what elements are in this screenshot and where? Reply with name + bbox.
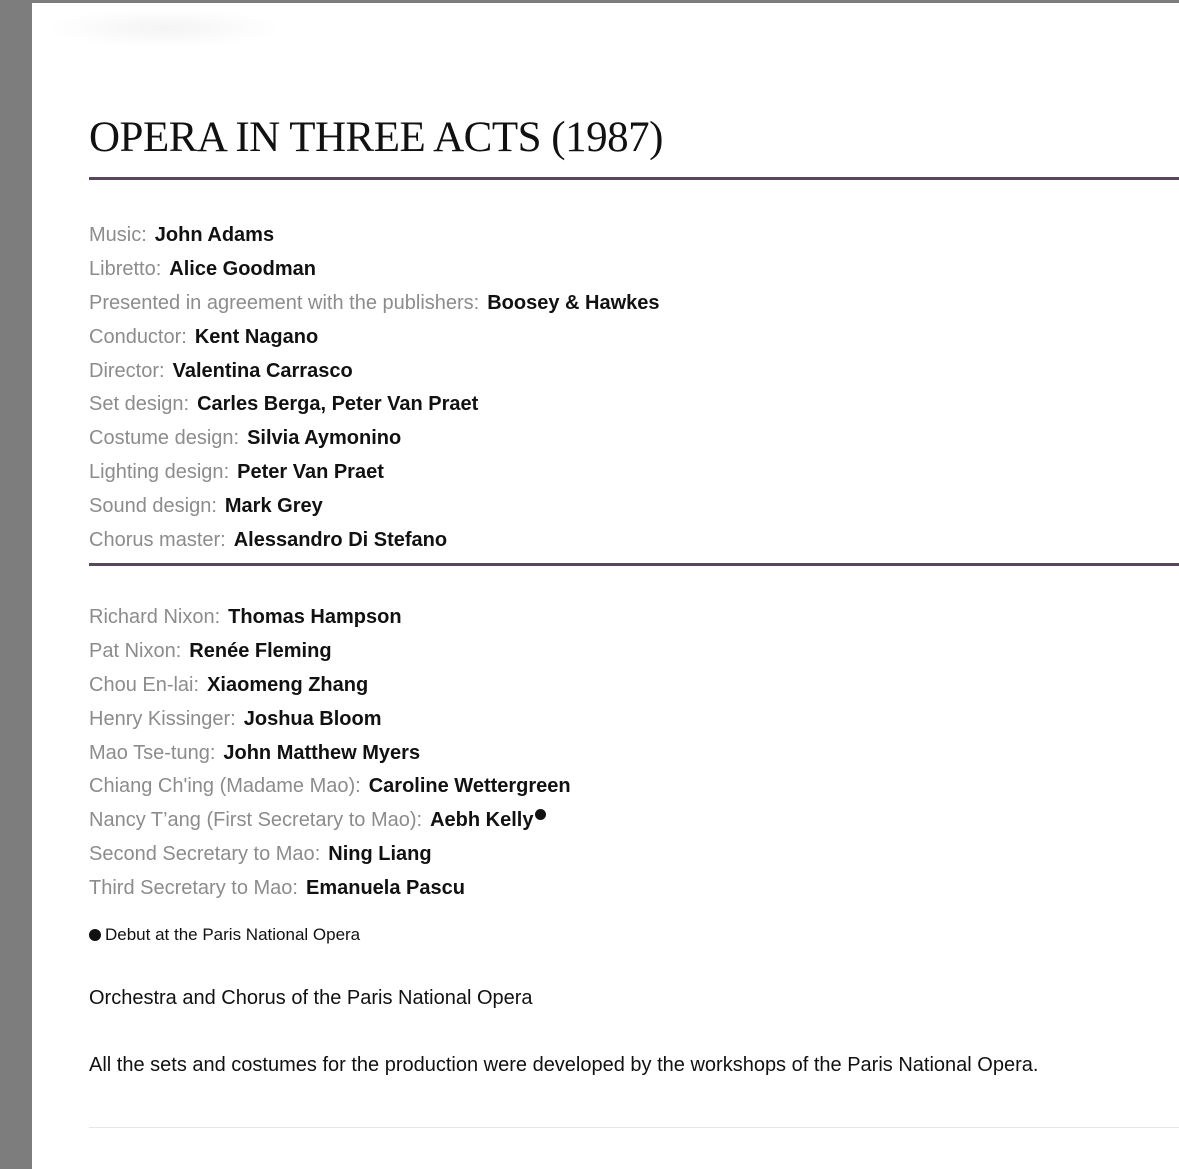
faded-header: [44, 8, 284, 48]
credit-row: [89, 457, 660, 491]
credit-row: [89, 288, 660, 322]
credit-label: Chorus master: [89, 529, 221, 552]
label-colon: :: [211, 495, 217, 518]
role-label: Richard Nixon: [89, 606, 215, 628]
role-label: Chou En-lai: [89, 673, 194, 696]
performer-name: John Matthew Myers: [223, 741, 421, 764]
credit-row: [89, 254, 660, 288]
debut-dot-icon: [535, 809, 546, 820]
cast-row: [89, 738, 571, 772]
section-divider: [89, 177, 1179, 180]
label-colon: :: [183, 393, 190, 416]
orchestra-note: Orchestra and Chorus of the Paris National Opera: [89, 987, 533, 1009]
credit-value: Valentina Carrasco: [172, 359, 353, 382]
label-colon: :: [233, 427, 240, 450]
credit-label: Conductor: [89, 325, 182, 348]
credit-label: Sound design: [89, 495, 212, 518]
credit-label: Lighting design: [89, 461, 224, 484]
performer-name: Joshua Bloom: [243, 707, 382, 730]
credit-row: [89, 491, 660, 525]
cast-row: [89, 805, 571, 839]
credit-row: [89, 356, 660, 390]
performer-name: Caroline Wettergreen: [368, 775, 571, 798]
debut-legend: [89, 924, 360, 946]
label-colon: :: [314, 843, 321, 866]
cast-row: [89, 636, 571, 670]
credit-value: Silvia Aymonino: [247, 427, 402, 450]
role-label: Second Secretary to Mao: [89, 843, 315, 866]
label-colon: :: [220, 529, 226, 552]
credit-value: Peter Van Praet: [237, 461, 384, 484]
credit-label: Set design: [89, 393, 184, 416]
credit-value: Boosey & Hawkes: [487, 291, 660, 314]
credit-label: Libretto: [89, 257, 156, 280]
credit-value: Mark Grey: [224, 495, 323, 518]
credit-value: Kent Nagano: [194, 325, 319, 348]
label-colon: :: [223, 461, 230, 484]
section-divider: [89, 563, 1179, 566]
cast-row: [89, 839, 571, 873]
label-colon: :: [209, 741, 216, 764]
credit-row: [89, 423, 660, 457]
label-colon: :: [159, 359, 165, 382]
credit-label: Presented in agreement with the publishers: [89, 291, 474, 314]
role-label: Henry Kissinger: [89, 707, 231, 730]
role-label: Mao Tse-tung: [89, 741, 210, 764]
credit-value: Alessandro Di Stefano: [233, 529, 448, 552]
label-colon: :: [355, 775, 361, 798]
cast-row: [89, 771, 571, 805]
credit-label: Director: [89, 359, 160, 382]
credit-row: [89, 389, 660, 423]
role-label: Third Secretary to Mao: [89, 877, 293, 900]
credit-row: [89, 525, 660, 559]
label-colon: :: [175, 639, 182, 662]
performer-name: Aebh Kelly: [430, 809, 534, 832]
label-colon: :: [193, 673, 200, 696]
cast-row: [89, 704, 571, 738]
label-colon: :: [416, 809, 423, 832]
role-label: Chiang Ch'ing (Madame Mao): [89, 775, 356, 798]
credit-row: [89, 322, 660, 356]
credit-label: Costume design: [89, 427, 234, 450]
performer-name: Xiaomeng Zhang: [207, 673, 369, 696]
cast-row: [89, 602, 571, 636]
label-colon: :: [155, 257, 162, 280]
performer-name: Thomas Hampson: [228, 606, 402, 628]
cast-row: [89, 873, 571, 907]
sidebar: [0, 0, 32, 1169]
credit-label: Music: [89, 224, 142, 246]
role-label: Pat Nixon: [89, 639, 176, 662]
label-colon: :: [141, 224, 147, 246]
credit-row: [89, 220, 660, 254]
page-title: OPERA IN THREE ACTS (1987): [89, 114, 663, 161]
footer-divider: [89, 1127, 1179, 1128]
performer-name: Renée Fleming: [189, 639, 332, 662]
cast-row: [89, 670, 571, 704]
credit-value: Carles Berga, Peter Van Praet: [197, 393, 479, 416]
role-label: Nancy T’ang (First Secretary to Mao): [89, 809, 417, 832]
performer-name: Ning Liang: [328, 843, 432, 866]
legend-text: Debut at the Paris National Opera: [105, 925, 361, 944]
credits-list: [89, 220, 660, 559]
label-colon: :: [181, 325, 187, 348]
workshops-note: All the sets and costumes for the production were developed by the workshops of the Paris National Opera.: [89, 1054, 1039, 1076]
label-colon: :: [214, 606, 221, 628]
debut-dot-icon: [89, 929, 101, 941]
label-colon: :: [230, 707, 236, 730]
label-colon: :: [292, 877, 298, 900]
credit-value: John Adams: [154, 224, 275, 246]
performer-name: Emanuela Pascu: [305, 877, 465, 900]
label-colon: :: [473, 291, 480, 314]
credit-value: Alice Goodman: [169, 257, 316, 280]
cast-list: [89, 602, 571, 907]
